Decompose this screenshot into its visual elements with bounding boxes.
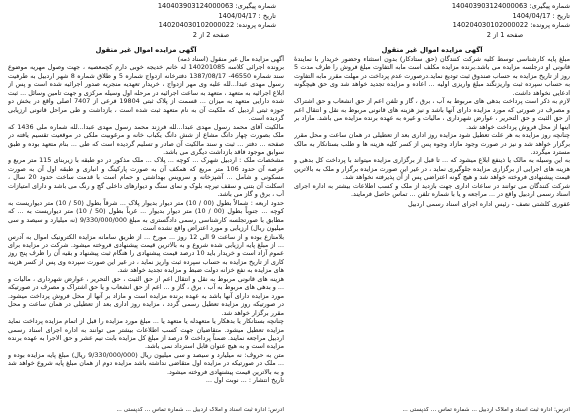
- notice-paragraph: به این وسیله به مالک یا ذینفع ابلاغ میشود که ... تا قبل از برگزاری مزایده میتواند با پرداخت کل بدهی و هزینه های اجرایی از برگزاری مزایده جلوگیری نماید ، در غیر این صورت مزایده برگزار و ملک به بالاترین قیمت پیشنهادی فروخته خواهد شد و هیچ گونه اعتراضی پس از آن پذیرفته نخواهد شد.: [294, 156, 570, 182]
- issue-date: تاریخ : 1404/04/17: [218, 11, 276, 20]
- footer-address: آدرس: اداره ثبت اسناد و املاک اردبیل ... شماره تماس ... کدپستی ...: [116, 407, 284, 413]
- tracking-number: شماره پیگیری: 140403903124000063: [451, 2, 570, 10]
- notice-paragraph: برونده اجرائی کلاسه 140201085 له خانم خدیجه خوبی دارم کچمعصیه ، جهت وصول مهریه موضوع سند شماره 46550- 1387/08/17 دفترخانه ازدواج شماره 5 و طلاق شماره 8 شهر اردبیل به طرفیت رسول مهدی عبدا...لله علیه وی مهر ازدواج ، خریدار تعهدیه منجربه صدور اجرائیه شده است و پس از ابلاغ اجرائیه به متعهد ، متعهد به ساعت اجرائیه در مرحله اول وسیله مرکزی و جهت تامین وسائل ... ثبت شده دارایی متعهد به میزان ... قسمت از پلاک ثبتی 19804 فرعی از 7407 اصلی واقع در بخش دو حوزه ثبتی اردبیل که ملکیت آن به نام متعهد ثبت شده است ، بازداشت و طی مراحل قانونی ارزیابی گردیده است.: [8, 63, 284, 123]
- notice-paragraph: هزینه های قانونی مربوط به نقل و انتقال اعم از حق الثبت ، حق التحریر ، عوارض شهرداری ، مالیات و ... و بدهی های مربوط به آب ، برق ، گاز و ... اعم از حق انشعاب و یا حق اشتراک و مصرف در صورتیکه مورد مزایده دارای آنها باشد به عهده برنده مزایده است و مازاد بر آنها از محل فروش پرداخت میشود. در صورتیکه روز مزایده تعطیل رسمی گردد ، مزایده روز اداری بعد از تعطیلی در همان ساعت و محل مقرر برگزار خواهد شد.: [8, 274, 284, 317]
- left-header-block: [146, 2, 276, 40]
- file-number: شماره پرونده: 140204030102000022: [158, 21, 276, 29]
- file-number: شماره پرونده: 140204030102000022: [452, 21, 570, 29]
- notice-paragraph: آگهی مزایده مال غیر منقول (اسناد ذمه): [177, 55, 284, 63]
- notice-paragraph: حدود اربعه : شمالاً بطول (00 / 10) متر دیوار بدیوار پلاک ... شرقاً بطول (50 / 10) متر دیواریست به کوچه ... جنوباً بطول (00 / 10) متر دیوار بدیوار ... غرباً بطول (50 / 10) متر دیواریست به ... که مطابق با صورتجلسه کارشناسی رسمی دادگستری به مبلغ 9/330/000/000 (نه میلیارد و سیصد و سی میلیون ریال) ارزیابی و مورد اعتراض واقع نشده است.: [8, 198, 284, 233]
- notice-column-right: [294, 46, 570, 412]
- notice-paragraph: تاریخ انتشار : ... نوبت اول ...: [205, 376, 284, 385]
- notice-title: آگهی مزایده اموال غیر منقول: [381, 46, 483, 54]
- notice-paragraph: لازم به ذکر است پرداخت بدهی های مربوط به آب ، برق ، گاز و تلفن اعم از حق انشعاب و حق اشتراک و مصرف در صورتی که مورد مزایده دارای آنها باشد و نیز هزینه های قانونی مربوط به نقل و انتقال اعم از حق الثبت و حق التحریر ، عوارض شهرداری ، مالیات و غیره به عهده برنده مزایده می باشد. مازاد بر اینها از محل فروش پرداخت خواهد شد.: [294, 97, 570, 131]
- page-indicator: صفحه 1 از 2: [486, 30, 524, 39]
- signature-line: غفوری کلشتی نصف - رئیس اداره اجرای اسناد رسمی اردبیل: [408, 199, 570, 208]
- notice-paragraph: چنانچه بستانکار یا بدهکار یا متعهدله یا متعهد یا ... مبلغ مورد مزایده را قبل از اتمام مزایده پرداخت نماید مزایده تعطیل میشود. متقاضیان جهت کسب اطلاعات بیشتر می توانند به اداره اجرای اسناد رسمی اردبیل مراجعه نمایند. ضمناً پرداخت 9 درصد از مبلغ کل مزایده بابت نیم عشر و حق الاجرا به عهده برنده مزایده است و به هیچ عنوان قابل استرداد نمی باشد.: [8, 317, 284, 351]
- page-header: [0, 2, 576, 42]
- notice-paragraph: مالکیت آقای محمد رسول مهدی عبدا...لله فرزند محمد رسول مهدی عبدا...لله شماره ملی 1436 که ملک بصورت چهار دانگ مشاع از شش دانگ یکباب خانه و مرغوبیت ملکی در موقعیت تقسیم یافته در صفحه ... دفتر ... ثبت و سند مالکیت آن صادر و تسلیم گردیده است که طی ... بنام متعهد بوده و طبق سوابق موجود فاقد بازداشت دیگری می باشد.: [8, 122, 284, 156]
- notice-title: آگهی مزایده اموال غیر منقول: [95, 46, 197, 54]
- right-header-block: [440, 2, 570, 40]
- notice-paragraph: متن به حروف: نه میلیارد و سیصد و سی میلیون ریال (9/330/000/000 ریال) مبلغ پایه مزایده بوده و ... ملک در صورتیکه در مزایده اول متقاضی نداشته باشد مزایده دوم از همان مبلغ پایه شروع خواهد شد و به بالاترین قیمت پیشنهادی فروخته میشود.: [8, 350, 284, 376]
- notice-paragraph: بلامنازع بوده و از ساعت 9 الی 12 روز ... مورخ ... از طریق سامانه مزایده الکترونیک اموال به آدرس ... از مبلغ پایه ارزیابی شده شروع و به بالاترین قیمت پیشنهادی فروخته میشود. شرکت در مزایده برای عموم آزاد است و خریدار باید 10 درصد قیمت پیشنهادی را هنگام ثبت پیشنهاد و بقیه آن را ظرف پنج روز کاری از تاریخ مزایده به حساب سپرده ثبت واریز نماید ، در غیر این صورت سپرده وی پس از کسر هزینه های مزایده به نفع خزانه دولت ضبط و مزایده تجدید خواهد شد.: [8, 232, 284, 275]
- footer-address: آدرس: اداره ثبت اسناد و املاک اردبیل ... شماره تماس ... کدپستی ...: [402, 407, 570, 413]
- page-indicator: صفحه 2 از 2: [192, 30, 230, 39]
- notice-paragraph: مشخصات ملک : اردبیل شهرک ... کوچه ... پلاک ... ملک مذکور در دو طبقه با زیربنای 115 متر مربع و عرصه آن حدود 106 متر مربع که همکف آن به صورت پارکینگ و انباری و طبقه اول آن به صورت مسکونی و شامل ... آشپزخانه و سرویس بهداشتی و حمام است با قدمت ساخت حدود 20 سال ، اسکلت آن بتنی و سقف تیرچه بلوک و نمای سنگ و دیوارهای داخلی گچ و رنگ می باشد و دارای امتیازات آب ، برق و گاز می باشد.: [8, 156, 284, 199]
- tracking-number: شماره پیگیری: 140403903124000063: [157, 2, 276, 10]
- notice-column-left: [8, 46, 284, 412]
- notice-paragraph: مبلغ پایه کارشناسی توسط کلیه شرکت کنندگان (حق ستادکار) بدون استثناء وحضور خریدار با نمایندۀ قانونی او درجلسه مزایده می باشد.برنده مزایده مکلف است مابه التفاوت مبلغ فروش را ظرف مدت 5 روز از تاریخ مزایده به حساب صندوق ثبت تودیع نماید.درصورت عدم پرداخت در مهلت مقرر مابه التفاوت به حساب سپرده ثبت واریزنگند مبلغ واریزی اولیه ... اعاده و مزایده تجدید خواهد شد وی حق هیچگونه ادعایی نخواهد داشت.: [294, 55, 570, 97]
- notice-paragraph: شرکت کنندگان می توانند در ساعات اداری جهت بازدید از ملک و کسب اطلاعات بیشتر به اداره اجرای اسناد رسمی اردبیل واقع در ... مراجعه و یا با شماره تلفن ... تماس حاصل فرمایند.: [294, 181, 570, 199]
- notice-paragraph: چنانچه روز مزایده به هر علت تعطیل شود مزایده روز اداری بعد از تعطیلی در همان ساعت و محل مقرر برگزار خواهد شد و نیز در صورت وجود مازاد وجوه پس از کسر کلیه هزینه ها و طلب بستانکار به مالک مسترد میگردد.: [294, 131, 570, 156]
- issue-date: تاریخ : 1404/04/17: [512, 11, 570, 20]
